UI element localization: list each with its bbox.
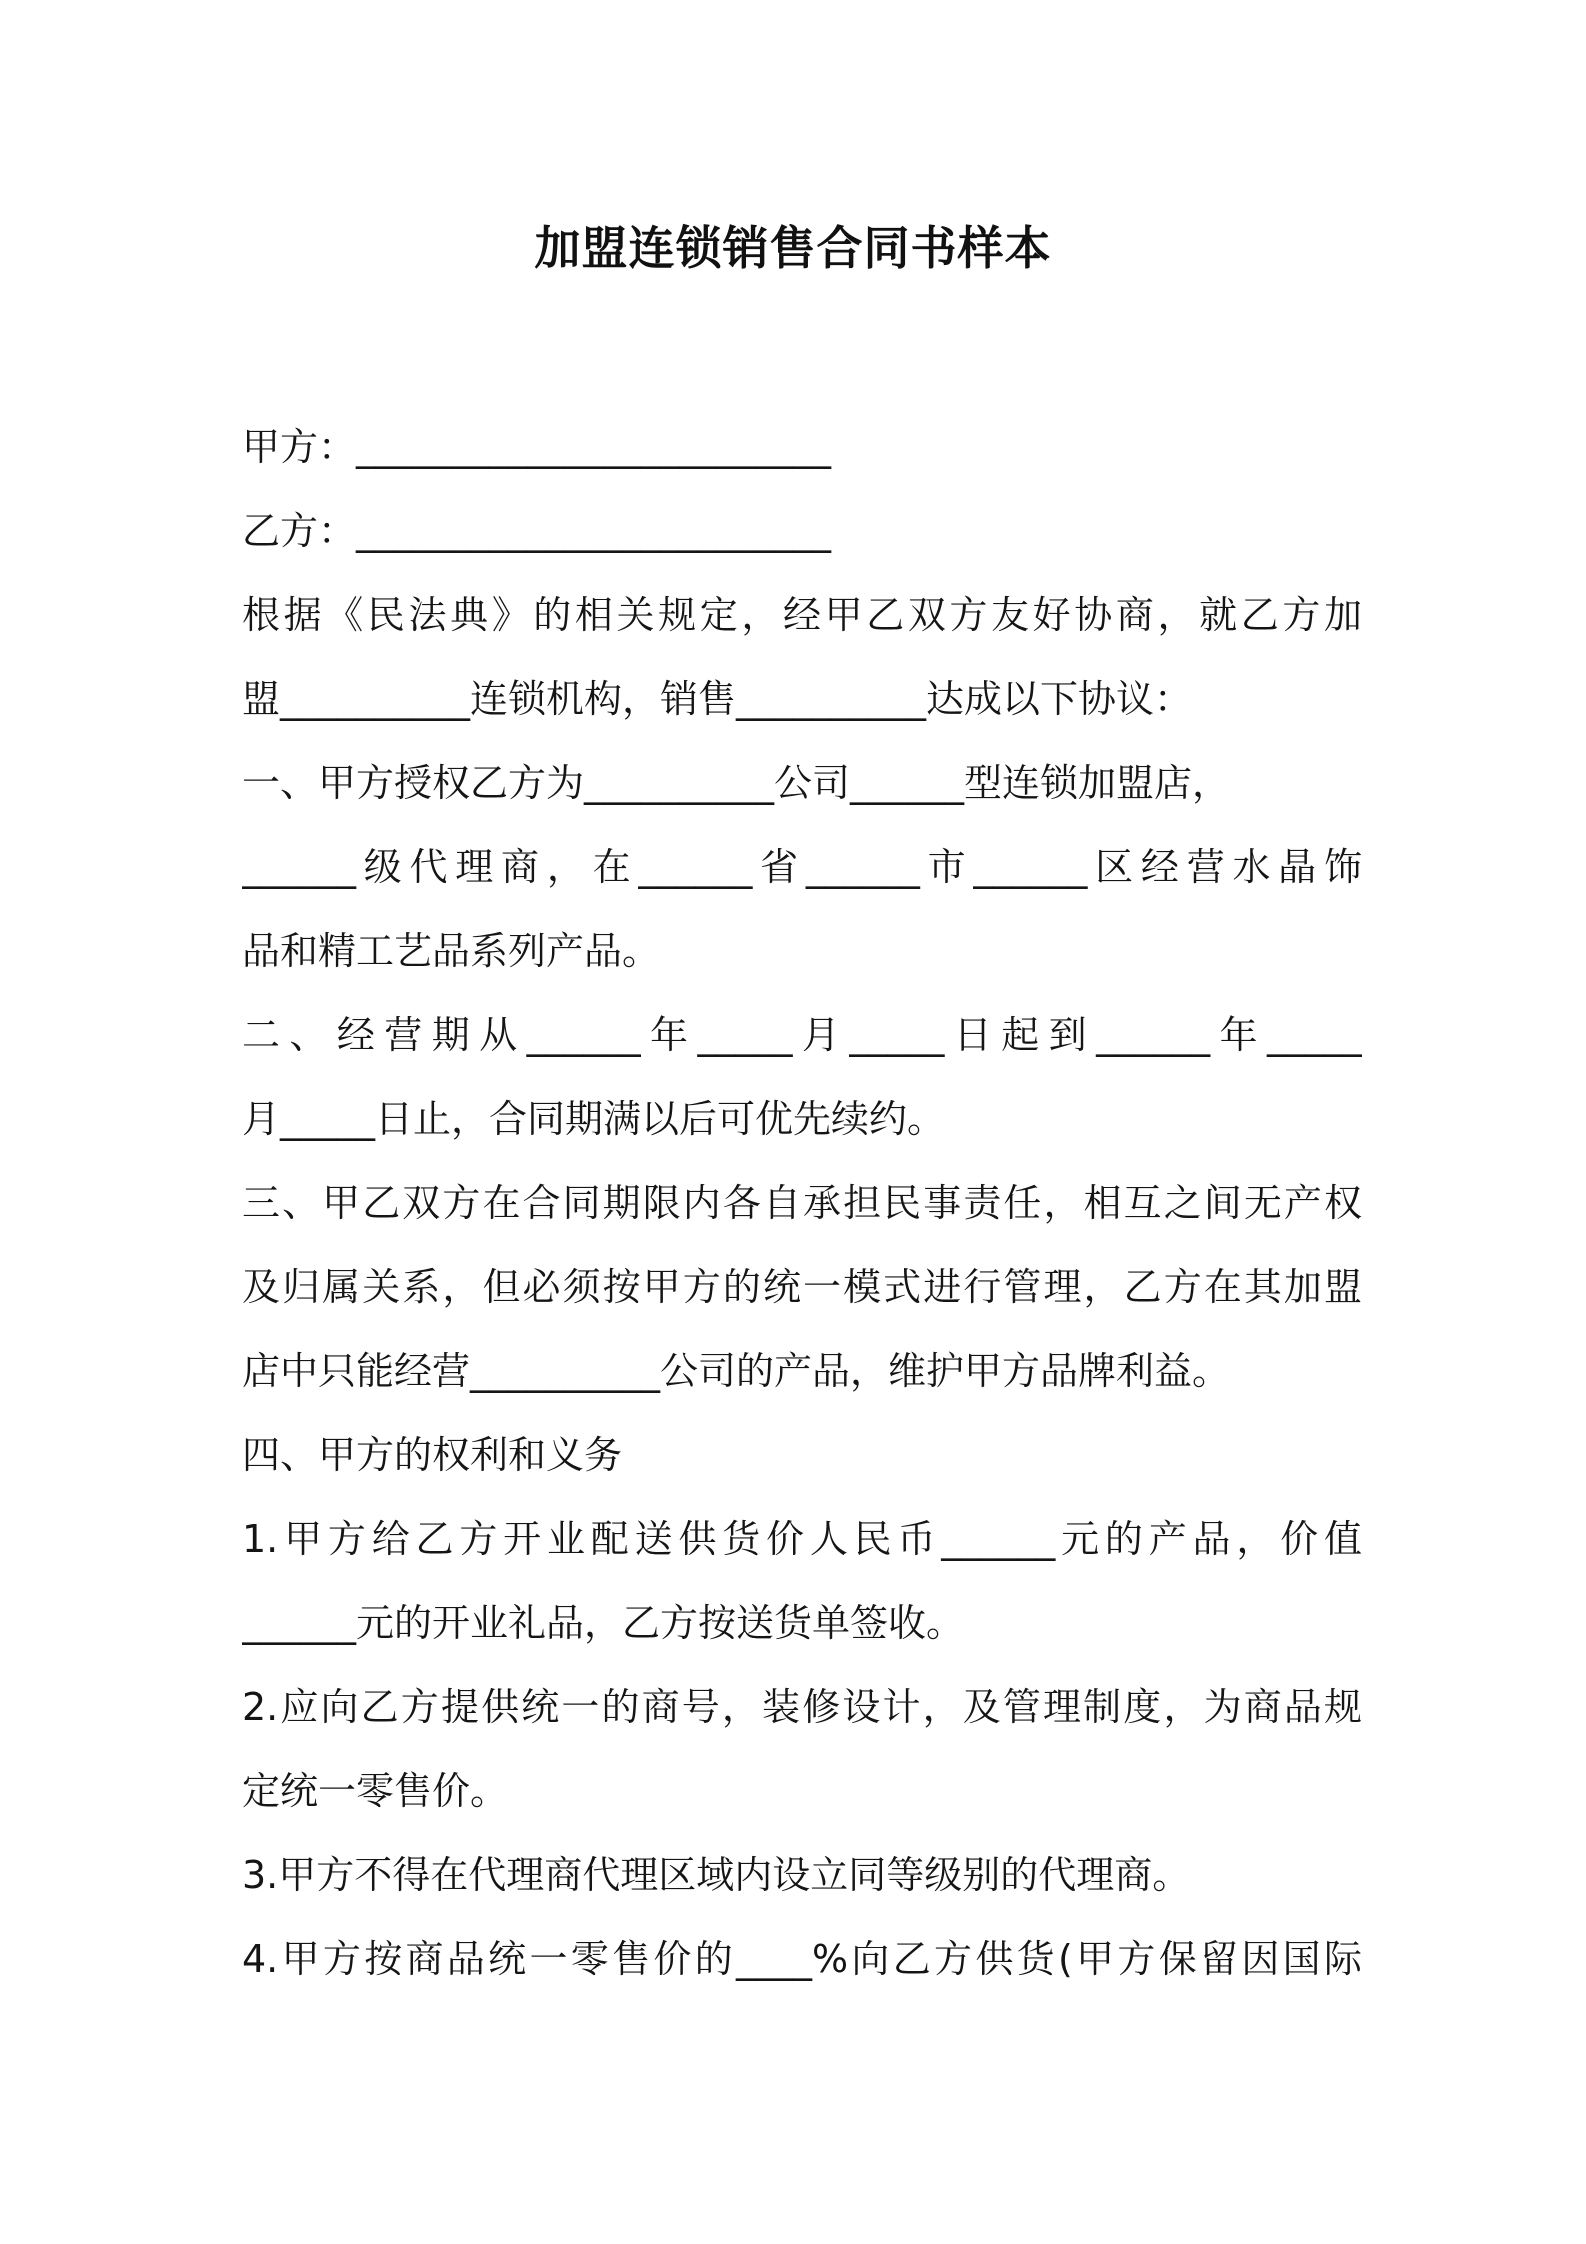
paragraph-line: ______元的开业礼品，乙方按送货单签收。 bbox=[242, 1601, 965, 1645]
paragraph-line: 3.甲方不得在代理商代理区域内设立同等级别的代理商。 bbox=[242, 1853, 1191, 1897]
paragraph-line: 二、经营期从______年_____月_____日起到______年_____ bbox=[242, 1013, 1362, 1057]
paragraph-line: 根据《民法典》的相关规定，经甲乙双方友好协商，就乙方加 bbox=[242, 593, 1362, 637]
paragraph-line: 月_____日止，合同期满以后可优先续约。 bbox=[242, 1097, 946, 1141]
paragraph-line: 4.甲方按商品统一零售价的____%向乙方供货(甲方保留因国际 bbox=[242, 1937, 1362, 1981]
paragraph-line: 一、甲方授权乙方为__________公司______型连锁加盟店， bbox=[242, 761, 1231, 805]
party-b-line: 乙方：_________________________ bbox=[242, 509, 832, 553]
paragraph-line: 三、甲乙双方在合同期限内各自承担民事责任，相互之间无产权 bbox=[242, 1181, 1362, 1225]
paragraph-line: 店中只能经营__________公司的产品，维护甲方品牌利益。 bbox=[242, 1349, 1231, 1393]
paragraph-line: ______级代理商，在______省______市______区经营水晶饰 bbox=[242, 845, 1362, 889]
paragraph-line: 1.甲方给乙方开业配送供货价人民币______元的产品，价值 bbox=[242, 1517, 1362, 1561]
paragraph-line: 定统一零售价。 bbox=[242, 1769, 509, 1813]
document-body bbox=[242, 405, 1362, 2001]
paragraph-line: 及归属关系，但必须按甲方的统一模式进行管理，乙方在其加盟 bbox=[242, 1265, 1362, 1309]
paragraph-line: 2.应向乙方提供统一的商号，装修设计，及管理制度，为商品规 bbox=[242, 1685, 1362, 1729]
party-a-line: 甲方：_________________________ bbox=[242, 425, 832, 469]
paragraph-line: 品和精工艺品系列产品。 bbox=[242, 929, 661, 973]
section-heading: 四、甲方的权利和义务 bbox=[242, 1433, 623, 1477]
document-title: 加盟连锁销售合同书样本 bbox=[534, 221, 1052, 275]
paragraph-line: 盟__________连锁机构，销售__________达成以下协议： bbox=[242, 677, 1193, 721]
